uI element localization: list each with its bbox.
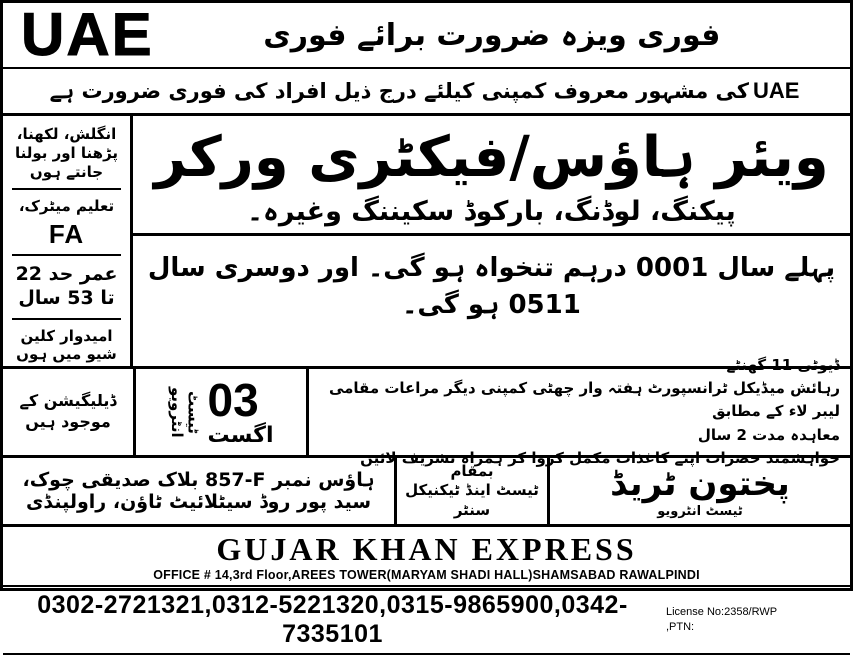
company-address: ہاؤس نمبر F-758 بلاک صدیقی چوک، سید پور روڈ سیٹلائیٹ ٹاؤن، راولپنڈی [22, 469, 375, 513]
language-requirement: انگلش، لکھنا، پڑھنا اور بولنا جانتے ہوں [14, 125, 119, 181]
interview-date-block [136, 369, 309, 455]
publisher-name: GUJAR KHAN EXPRESS [216, 531, 637, 567]
headline-urdu: فوری ویزہ ضرورت برائے فوری [263, 17, 721, 53]
education-label: تعلیم میٹرک، [18, 197, 115, 216]
main-section [3, 116, 850, 369]
position-column [133, 116, 850, 366]
company-name: پختون ٹریڈ [610, 463, 790, 504]
subheadline-row [3, 69, 850, 116]
job-duties: پیکنگ، لوڈنگ، بارکوڈ سکیننگ وغیرہ۔ [133, 194, 850, 236]
contact-row [3, 587, 850, 655]
requirements-column [3, 116, 133, 366]
divider [12, 318, 121, 320]
venue-block [394, 458, 547, 524]
country-logo: UAE [21, 1, 154, 68]
education-value: FA [48, 219, 85, 249]
ptn-label: ,PTN: [666, 621, 695, 633]
interview-month: اگست [207, 422, 274, 448]
divider [12, 188, 121, 190]
company-identity [547, 458, 850, 524]
duty-hours: ڈیوٹی 11 گھنٹے [726, 355, 840, 374]
divider [12, 254, 121, 256]
subheadline-keyword: UAE [752, 78, 800, 103]
company-interview-label: ٹیسٹ انٹرویو [657, 503, 743, 519]
job-title: ویئر ہاؤس/فیکٹری ورکر [154, 125, 829, 190]
benefits-block [309, 355, 850, 467]
footer-section [3, 527, 850, 655]
details-section [3, 355, 850, 467]
company-section [3, 458, 850, 527]
venue-name: ٹیسٹ اینڈ ٹیکنیکل سنٹر [405, 481, 539, 519]
apply-note: خواہشمند حضرات اپنے کاغذات مکمل کروا کر ہمراہ تشریف لائیں [360, 448, 840, 467]
venue-label: بمقام [450, 461, 494, 480]
benefits-text: رہائش میڈیکل ٹرانسپورٹ ہفتہ وار چھٹی کمپنی دیگر مراعات مقامی لیبر لاء کے مطابق [328, 379, 840, 421]
age-limit: عمر حد 22 تا 35 سال [15, 263, 118, 309]
contract-duration: معاہدہ مدت 2 سال [697, 425, 840, 444]
interview-day: 03 [207, 373, 259, 426]
subheadline-text: کی مشہور معروف کمپنی کیلئے درج ذیل افراد کی فوری ضرورت ہے [49, 79, 749, 103]
delegation-note: ڈیلیگیشن کے موجود ہیں [3, 369, 136, 455]
grooming-requirement: امیدوار کلین شیو میں ہوں [16, 326, 117, 364]
header-band [3, 3, 850, 69]
license-number: License No:2358/RWP [666, 605, 778, 618]
salary-line: پہلے سال 1000 درہم تنخواہ ہو گی۔ اور دوسری سال 1150 ہو گی۔ [147, 253, 836, 320]
license-block [662, 603, 850, 638]
interview-date-label: ٹیسٹ انٹرویو [167, 386, 203, 438]
office-address: OFFICE # 14,3rd Floor,AREES TOWER(MARYAM SHADI HALL)SHAMSABAD RAWALPINDI [3, 568, 850, 587]
phone-numbers[interactable]: 0302-2721321,0312-5221320,0315-9865900,0342-7335101 [37, 591, 628, 648]
